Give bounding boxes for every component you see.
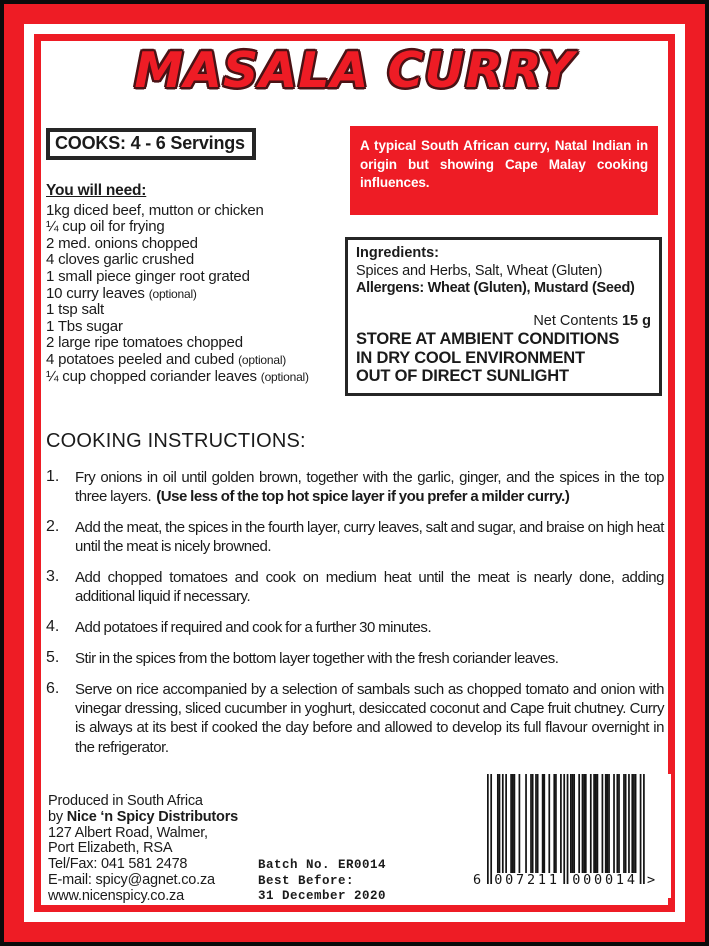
step-number: 4. xyxy=(46,618,60,636)
ingredient-text: 2 large ripe tomatoes chopped xyxy=(46,334,243,352)
cooks-servings-box: COOKS: 4 - 6 Servings xyxy=(46,128,256,160)
best-before-date: 31 December 2020 xyxy=(258,889,387,903)
ingredient-quantity-item xyxy=(46,319,348,336)
ingredients-allergens-box xyxy=(345,237,662,396)
ingredient-text: 10 curry leaves xyxy=(46,284,145,302)
ingredients-heading: Ingredients: xyxy=(356,245,439,261)
ingredient-quantity-item xyxy=(46,369,348,386)
batch-info xyxy=(258,858,386,905)
ingredient-text: 4 potatoes peeled and cubed xyxy=(46,350,235,368)
storage-line: IN DRY COOL ENVIRONMENT xyxy=(356,348,585,367)
barcode-digits-left: 007211 xyxy=(494,872,560,888)
label-red-border xyxy=(4,4,705,942)
allergens-line: Allergens: Wheat (Gluten), Mustard (Seed) xyxy=(356,280,635,296)
step-text xyxy=(75,468,664,507)
step-body: Add potatoes if required and cook for a further 30 minutes. xyxy=(75,619,432,637)
step-number: 5. xyxy=(46,649,60,667)
batch-number-line: Batch No. ER0014 xyxy=(258,858,387,872)
step-body: Fry onions in oil until golden brown, together with the garlic, ginger, and the spices in the top three layers. xyxy=(75,469,664,506)
ingredient-text: 1 tsp salt xyxy=(46,301,105,319)
instruction-step xyxy=(46,468,664,507)
step-number: 1. xyxy=(46,468,60,485)
step-body: Add chopped tomatoes and cook on medium heat until the meat is nearly done, adding additional liquid if necessary. xyxy=(75,569,664,606)
barcode-digits-right: 000014 xyxy=(572,872,638,888)
step-number: 2. xyxy=(46,518,60,536)
ingredient-quantity-item xyxy=(46,335,348,352)
storage-line: STORE AT AMBIENT CONDITIONS xyxy=(356,330,620,348)
company-name: Nice ‘n Spicy Distributors xyxy=(66,808,239,825)
produced-line: Produced in South Africa xyxy=(48,793,203,809)
ingredient-quantity-item xyxy=(46,302,348,319)
ingredient-text: 1 small piece ginger root grated xyxy=(46,267,250,285)
product-label xyxy=(34,34,675,912)
ingredient-quantity-item xyxy=(46,219,348,236)
you-will-need-heading: You will need: xyxy=(46,182,147,199)
ingredient-text: ¼ cup chopped coriander leaves xyxy=(46,367,257,385)
best-before-label: Best Before: xyxy=(258,873,355,888)
optional-note: (optional) xyxy=(238,352,287,367)
you-will-need-section xyxy=(46,183,348,385)
step-body: Add the meat, the spices in the fourth layer, curry leaves, salt and sugar, and braise on high heat until the meat is nicely browned. xyxy=(75,519,664,556)
ingredient-text: ¼ cup oil for frying xyxy=(46,218,165,236)
instruction-step xyxy=(46,568,664,607)
ingredient-quantity-item xyxy=(46,352,348,369)
net-contents-line xyxy=(356,313,651,331)
barcode-digit-first: 6 xyxy=(473,872,482,888)
step-bold-note: (Use less of the top hot spice layer if you prefer a milder curry.) xyxy=(156,488,570,506)
ingredient-quantity-list xyxy=(46,203,348,386)
website-line: www.nicenspicy.co.za xyxy=(48,887,184,904)
instruction-step xyxy=(46,680,664,757)
product-description-box: A typical South African curry, Natal Indian in origin but showing Cape Malay cooking influences. xyxy=(350,126,658,215)
step-text xyxy=(75,568,664,607)
storage-line: OUT OF DIRECT SUNLIGHT xyxy=(356,367,569,386)
company-line xyxy=(48,810,238,826)
cooking-instructions-heading: COOKING INSTRUCTIONS: xyxy=(46,430,306,452)
ingredient-quantity-item xyxy=(46,252,348,269)
ingredient-quantity-item xyxy=(46,269,348,286)
instruction-step xyxy=(46,518,664,557)
product-title: MASALA CURRY xyxy=(134,42,575,99)
telfax-line: Tel/Fax: 041 581 2478 xyxy=(48,856,188,873)
step-text xyxy=(75,518,664,557)
ingredient-text: 1kg diced beef, mutton or chicken xyxy=(46,201,264,219)
address-line-1: 127 Albert Road, Walmer, xyxy=(48,824,208,841)
step-number: 6. xyxy=(46,679,60,697)
by-prefix: by xyxy=(48,808,67,825)
optional-note: (optional) xyxy=(148,286,197,301)
cooking-instructions-section xyxy=(46,430,664,769)
step-text xyxy=(75,680,664,757)
step-text xyxy=(75,649,664,668)
ingredient-text: 1 Tbs sugar xyxy=(46,317,123,335)
step-number: 3. xyxy=(46,568,60,586)
storage-instructions xyxy=(356,330,651,386)
step-body: Serve on rice accompanied by a selection of sambals such as chopped tomato and onion with vinegar dressing, sliced cucumber in yoghurt, desiccated coconut and Cape fruit chutney. Curry is always at its best if cooked the day before and allowed to develop its full flavour overnight in the refrigerator. xyxy=(75,680,664,756)
ingredient-quantity-item xyxy=(46,203,348,220)
ingredient-quantity-item xyxy=(46,286,348,303)
net-contents-value: 15 g xyxy=(621,312,651,329)
producer-info xyxy=(48,794,238,905)
instruction-step xyxy=(46,649,664,668)
instruction-step xyxy=(46,618,664,637)
ingredient-text: 4 cloves garlic crushed xyxy=(46,251,194,269)
email-line: E-mail: spicy@agnet.co.za xyxy=(48,871,215,888)
ingredients-line: Spices and Herbs, Salt, Wheat (Gluten) xyxy=(356,262,603,279)
step-text xyxy=(75,618,664,637)
barcode-bars xyxy=(487,774,645,886)
optional-note: (optional) xyxy=(260,369,309,384)
ean13-barcode xyxy=(471,774,671,898)
address-line-2: Port Elizabeth, RSA xyxy=(48,840,173,857)
barcode-trailing-arrow: > xyxy=(647,872,656,888)
net-contents-label: Net Contents xyxy=(533,312,618,329)
ingredient-quantity-item xyxy=(46,236,348,253)
ingredient-text: 2 med. onions chopped xyxy=(46,234,198,252)
step-body: Stir in the spices from the bottom layer together with the fresh coriander leaves. xyxy=(75,650,559,668)
label-white-gap xyxy=(24,24,685,922)
